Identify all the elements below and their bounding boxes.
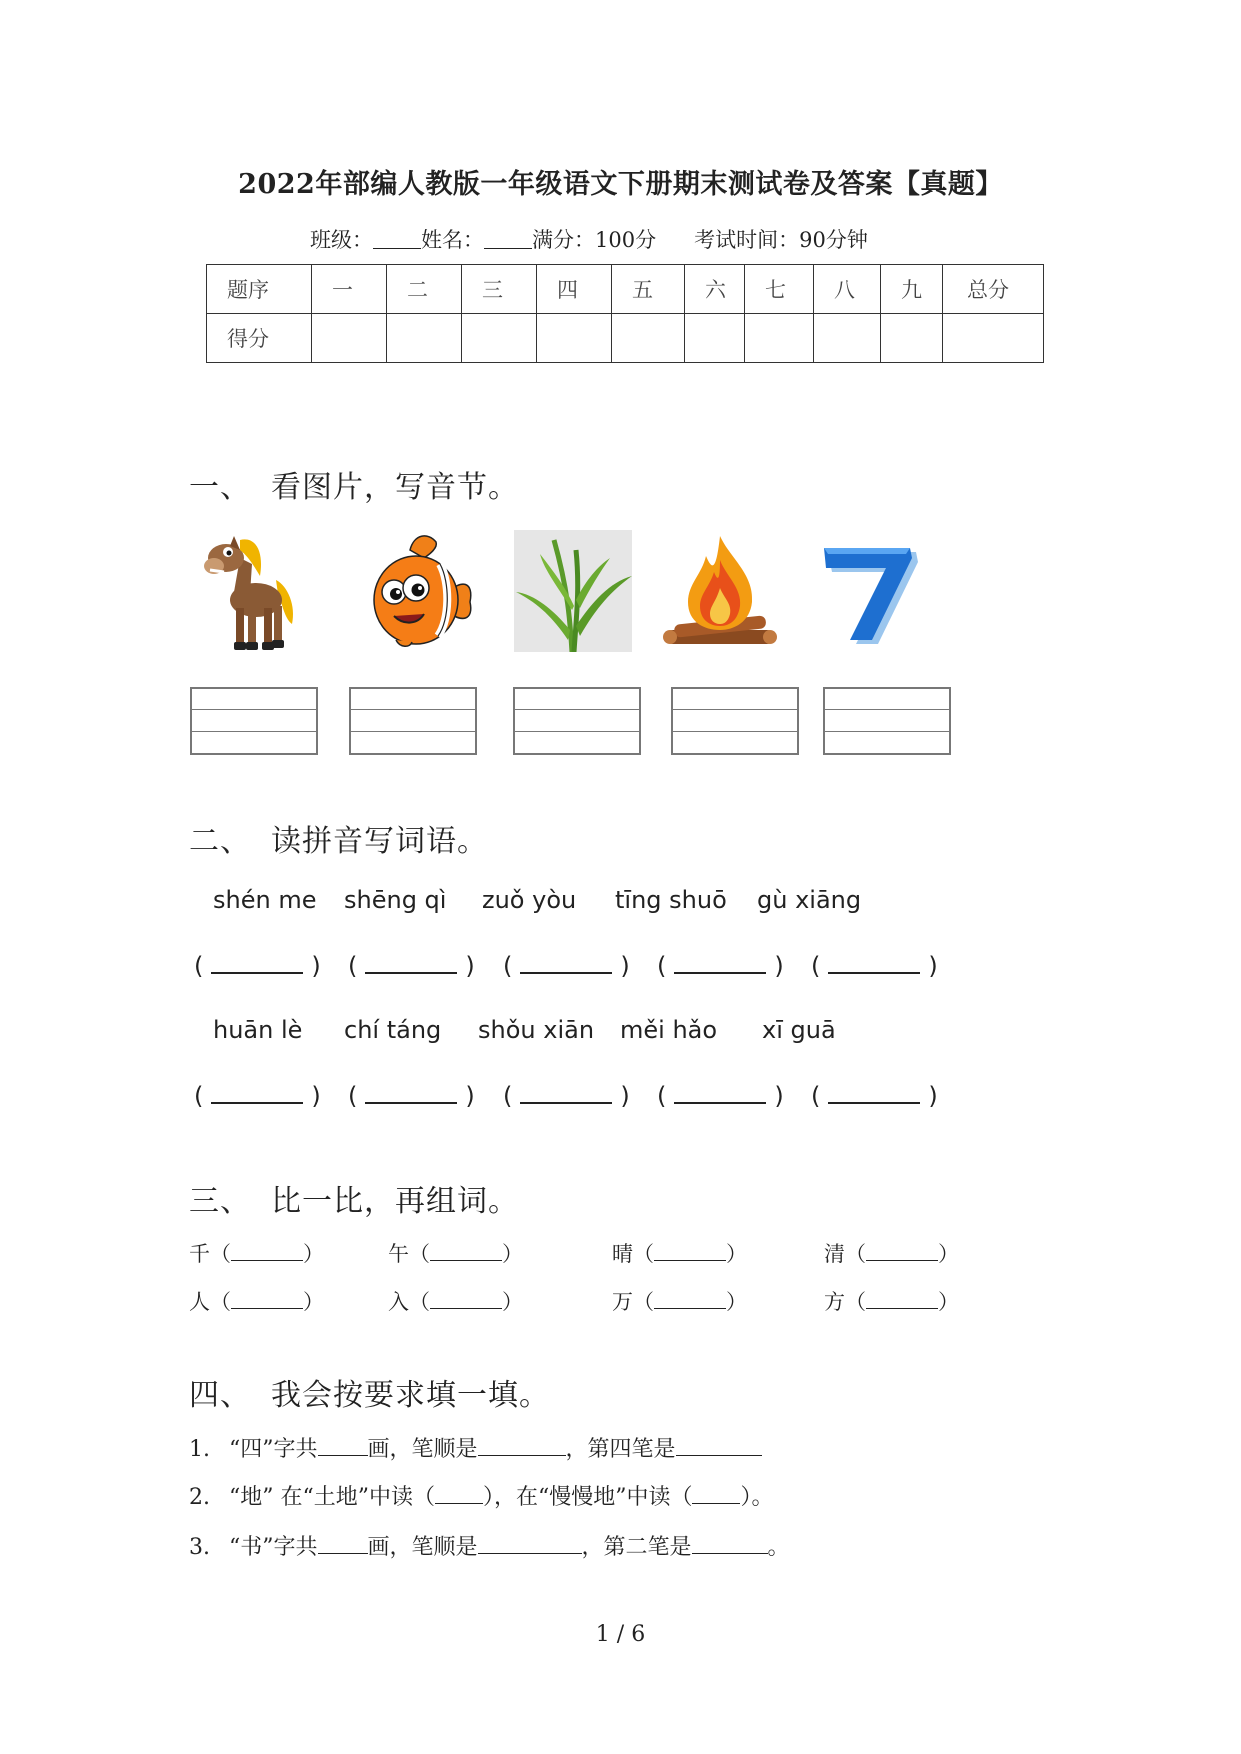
pinyin-word: xī guā bbox=[762, 1016, 836, 1044]
score-table bbox=[206, 264, 1044, 363]
compare-item[interactable]: 晴（ ） bbox=[612, 1242, 747, 1266]
pinyin-writing-box[interactable] bbox=[823, 687, 951, 755]
answer-paren[interactable]: ( ) bbox=[194, 952, 321, 980]
q3-blank-second[interactable] bbox=[692, 1535, 768, 1554]
section-1-number: 一、 bbox=[189, 470, 251, 505]
pinyin-word: gù xiāng bbox=[757, 886, 862, 914]
question-3: 3. “书”字共 画，笔顺是 ，第二笔是 。 bbox=[189, 1535, 790, 1560]
class-label: 班级： bbox=[310, 228, 373, 252]
pinyin-writing-box[interactable] bbox=[671, 687, 799, 755]
section-2-title: 读拼音写词语。 bbox=[271, 824, 488, 859]
name-blank[interactable] bbox=[484, 230, 532, 249]
score-cell[interactable] bbox=[537, 314, 612, 363]
horse-icon bbox=[204, 528, 300, 656]
pinyin-word: zuǒ yòu bbox=[482, 886, 577, 914]
score-cell[interactable] bbox=[745, 314, 814, 363]
score-cell[interactable] bbox=[387, 314, 462, 363]
pinyin-word: shén me bbox=[213, 886, 317, 914]
seven-icon bbox=[820, 540, 928, 648]
score-col-4: 四 bbox=[537, 265, 612, 314]
score-cell[interactable] bbox=[612, 314, 685, 363]
compare-item[interactable]: 入（ ） bbox=[388, 1290, 523, 1314]
score-col-total: 总分 bbox=[943, 265, 1044, 314]
q1-blank-strokes[interactable] bbox=[318, 1437, 368, 1456]
page-title: 2022年部编人教版一年级语文下册期末测试卷及答案【真题】 bbox=[238, 169, 1003, 200]
compare-item[interactable]: 万（ ） bbox=[612, 1290, 747, 1314]
pinyin-word: shǒu xiān bbox=[478, 1016, 595, 1044]
answer-paren[interactable]: ( ) bbox=[811, 952, 938, 980]
question-2: 2. “地” 在“土地”中读（ ），在“慢慢地”中读（ ）。 bbox=[189, 1485, 774, 1510]
plant-icon bbox=[514, 530, 632, 652]
pinyin-word: shēng qì bbox=[344, 886, 447, 914]
exam-meta bbox=[310, 224, 868, 254]
section-4-heading bbox=[189, 1370, 550, 1414]
pinyin-word: tīng shuō bbox=[615, 886, 727, 914]
section-4-number: 四、 bbox=[189, 1378, 251, 1413]
answer-paren[interactable]: ( ) bbox=[194, 1082, 321, 1110]
full-score: 满分：100分 bbox=[532, 228, 657, 252]
pinyin-writing-box[interactable] bbox=[190, 687, 318, 755]
fish-icon bbox=[366, 530, 474, 654]
score-cell[interactable] bbox=[814, 314, 881, 363]
score-row-label: 得分 bbox=[207, 314, 312, 363]
q3-blank-strokes[interactable] bbox=[318, 1535, 368, 1554]
score-cell[interactable] bbox=[881, 314, 943, 363]
score-col-8: 八 bbox=[814, 265, 881, 314]
section-3-heading bbox=[189, 1176, 519, 1220]
compare-item[interactable]: 清（ ） bbox=[824, 1242, 959, 1266]
section-2-number: 二、 bbox=[189, 824, 251, 859]
score-col-3: 三 bbox=[462, 265, 537, 314]
pinyin-word: měi hǎo bbox=[620, 1016, 718, 1044]
score-col-7: 七 bbox=[745, 265, 814, 314]
compare-item[interactable]: 午（ ） bbox=[388, 1242, 523, 1266]
score-cell[interactable] bbox=[943, 314, 1044, 363]
score-col-9: 九 bbox=[881, 265, 943, 314]
score-header-row bbox=[207, 265, 1044, 314]
answer-paren[interactable]: ( ) bbox=[503, 952, 630, 980]
compare-item[interactable]: 千（ ） bbox=[189, 1242, 324, 1266]
section-1-title: 看图片，写音节。 bbox=[271, 470, 519, 505]
fire-icon bbox=[660, 532, 780, 652]
q1-blank-fourth[interactable] bbox=[676, 1437, 762, 1456]
q1-blank-order[interactable] bbox=[478, 1437, 566, 1456]
compare-item[interactable]: 方（ ） bbox=[824, 1290, 959, 1314]
answer-paren[interactable]: ( ) bbox=[657, 952, 784, 980]
answer-paren[interactable]: ( ) bbox=[657, 1082, 784, 1110]
score-value-row bbox=[207, 314, 1044, 363]
q2-blank-2[interactable] bbox=[692, 1485, 740, 1504]
score-col-2: 二 bbox=[387, 265, 462, 314]
class-blank[interactable] bbox=[373, 230, 421, 249]
answer-paren[interactable]: ( ) bbox=[811, 1082, 938, 1110]
exam-time: 考试时间：90分钟 bbox=[694, 228, 868, 252]
section-4-title: 我会按要求填一填。 bbox=[271, 1378, 550, 1413]
score-col-5: 五 bbox=[612, 265, 685, 314]
pinyin-word: huān lè bbox=[213, 1016, 303, 1044]
question-1: 1. “四”字共 画，笔顺是 ，第四笔是 bbox=[189, 1432, 762, 1463]
pinyin-writing-box[interactable] bbox=[513, 687, 641, 755]
compare-item[interactable]: 人（ ） bbox=[189, 1290, 324, 1314]
answer-paren[interactable]: ( ) bbox=[503, 1082, 630, 1110]
pinyin-word: chí táng bbox=[344, 1016, 442, 1044]
name-label: 姓名： bbox=[421, 228, 484, 252]
answer-paren[interactable]: ( ) bbox=[348, 1082, 475, 1110]
q2-blank-1[interactable] bbox=[435, 1485, 483, 1504]
page-number: 1 / 6 bbox=[595, 1622, 646, 1647]
score-col-1: 一 bbox=[312, 265, 387, 314]
score-col-label: 题序 bbox=[207, 265, 312, 314]
section-2-heading bbox=[189, 816, 488, 860]
score-col-6: 六 bbox=[685, 265, 745, 314]
score-cell[interactable] bbox=[462, 314, 537, 363]
score-cell[interactable] bbox=[685, 314, 745, 363]
section-3-number: 三、 bbox=[189, 1184, 251, 1219]
score-cell[interactable] bbox=[312, 314, 387, 363]
pinyin-writing-box[interactable] bbox=[349, 687, 477, 755]
q3-blank-order[interactable] bbox=[478, 1535, 582, 1554]
section-3-title: 比一比，再组词。 bbox=[271, 1184, 519, 1219]
section-1-heading bbox=[189, 462, 519, 506]
answer-paren[interactable]: ( ) bbox=[348, 952, 475, 980]
